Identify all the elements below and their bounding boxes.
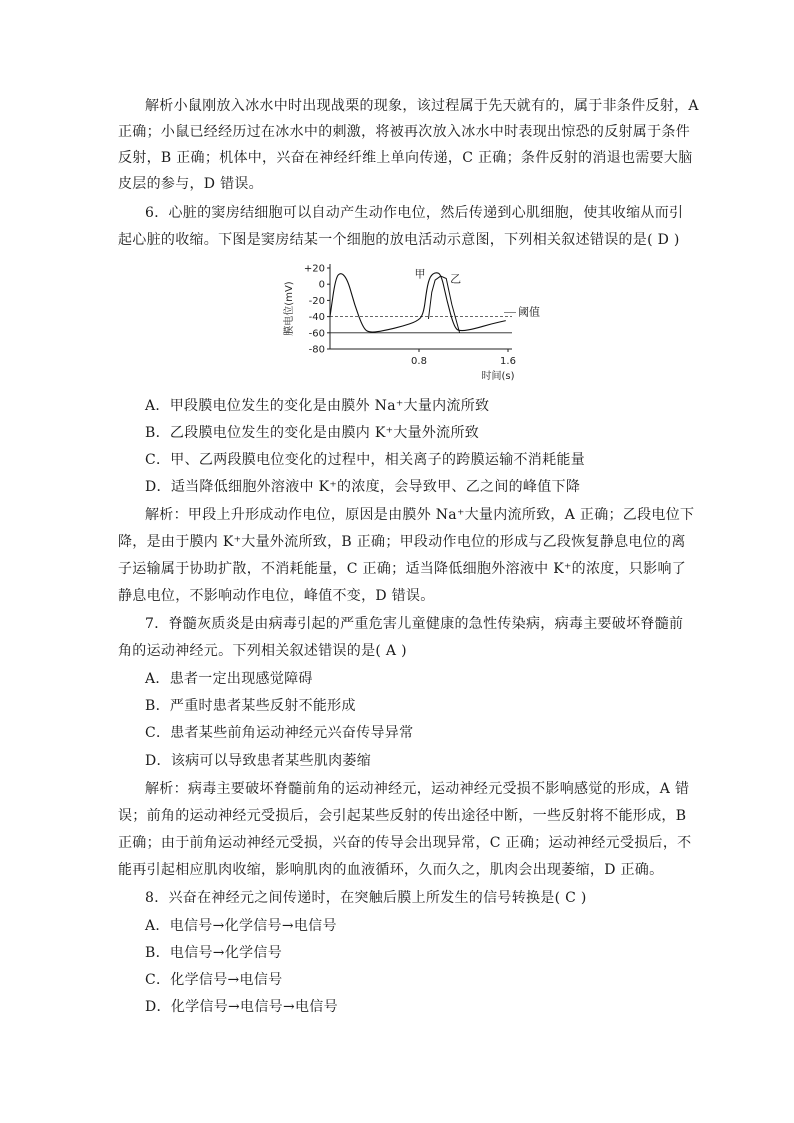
explanation-line: 皮层的参与，D 错误。 <box>118 176 263 192</box>
question-6-stem: 起心脏的收缩。下图是窦房结某一个细胞的放电活动示意图，下列相关叙述错误的是( D ) <box>118 232 680 248</box>
y-tick-label: -40 <box>308 312 325 324</box>
explanation-line: 能再引起相应肌肉收缩，影响肌肉的血液循环，久而久之，肌肉会出现萎缩，D 正确。 <box>118 862 664 878</box>
question-7-stem: 角的运动神经元。下列相关叙述错误的是( A ) <box>118 643 407 659</box>
segment-label-jia: 甲 <box>414 267 426 281</box>
question-6-stem: 6．心脏的窦房结细胞可以自动产生动作电位，然后传递到心肌细胞，使其收缩从而引 <box>145 205 684 221</box>
explanation-line: 解析：病毒主要破坏脊髓前角的运动神经元，运动神经元受损不影响感觉的形成，A 错 <box>145 781 690 797</box>
option-c: C．患者某些前角运动神经元兴奋传导异常 <box>145 725 414 741</box>
option-c: C．甲、乙两段膜电位变化的过程中，相关离子的跨膜运输不消耗能量 <box>145 452 586 468</box>
explanation-line: 解析：甲段上升形成动作电位，原因是由膜外 Na⁺大量内流所致，A 正确；乙段电位下 <box>145 507 695 523</box>
option-d: D．适当降低细胞外溶液中 K⁺的浓度，会导致甲、乙之间的峰值下降 <box>145 479 581 495</box>
x-tick-label: 0.8 <box>411 356 427 367</box>
y-tick-label: -60 <box>308 328 325 340</box>
option-b: B．乙段膜电位发生的变化是由膜内 K⁺大量外流所致 <box>145 425 480 441</box>
explanation-line: 静息电位，不影响动作电位，峰值不变，D 错误。 <box>118 588 435 604</box>
x-tick-label: 1.6 <box>500 356 516 367</box>
question-7-stem: 7．脊髓灰质炎是由病毒引起的严重危害儿童健康的急性传染病，病毒主要破坏脊髓前 <box>145 616 684 632</box>
option-a: A．甲段膜电位发生的变化是由膜外 Na⁺大量内流所致 <box>145 398 490 414</box>
x-axis-label: 时间(s) <box>481 371 515 382</box>
explanation-line: 降，是由于膜内 K⁺大量外流所致，B 正确；甲段动作电位的形成与乙段恢复静息电位的离 <box>118 534 686 550</box>
y-tick-label: -20 <box>308 295 325 307</box>
option-d: D．该病可以导致患者某些肌肉萎缩 <box>145 753 372 769</box>
explanation-line: 正确；由于前角运动神经元受损，兴奋的传导会出现异常，C 正确；运动神经元受损后，不 <box>118 835 692 851</box>
explanation-line: 反射，B 正确；机体中，兴奋在神经纤维上单向传递，C 正确；条件反射的消退也需要大脑 <box>118 150 693 166</box>
y-axis-label: 膜电位(mV) <box>284 281 295 336</box>
y-tick-label: -80 <box>308 344 325 356</box>
explanation-line: 正确；小鼠已经经历过在冰水中的刺激，将被再次放入冰水中时表现出惊恐的反射属于条件 <box>118 124 690 140</box>
option-c: C．化学信号→电信号 <box>145 972 283 988</box>
explanation-line: 误；前角的运动神经元受损后，会引起某些反射的传出途径中断，一些反射将不能形成，B <box>118 808 687 824</box>
option-b: B．电信号→化学信号 <box>145 945 283 961</box>
membrane-potential-chart <box>280 256 560 388</box>
option-d: D．化学信号→电信号→电信号 <box>145 999 338 1015</box>
explanation-line: 子运输属于协助扩散，不消耗能量，C 正确；适当降低细胞外溶液中 K⁺的浓度，只影响了 <box>118 561 687 577</box>
option-a: A．患者一定出现感觉障碍 <box>145 671 313 687</box>
y-tick-label: 0 <box>318 279 325 291</box>
y-tick-label: +20 <box>303 263 325 275</box>
option-a: A．电信号→化学信号→电信号 <box>145 918 337 934</box>
question-8-stem: 8．兴奋在神经元之间传递时，在突触后膜上所发生的信号转换是( C ) <box>145 890 587 906</box>
potential-curve <box>330 273 506 332</box>
option-b: B．严重时患者某些反射不能形成 <box>145 698 356 714</box>
threshold-label: 阈值 <box>518 305 540 319</box>
segment-label-yi: 乙 <box>450 272 462 286</box>
explanation-line: 解析小鼠刚放入冰水中时出现战栗的现象，该过程属于先天就有的，属于非条件反射，A <box>145 98 699 114</box>
